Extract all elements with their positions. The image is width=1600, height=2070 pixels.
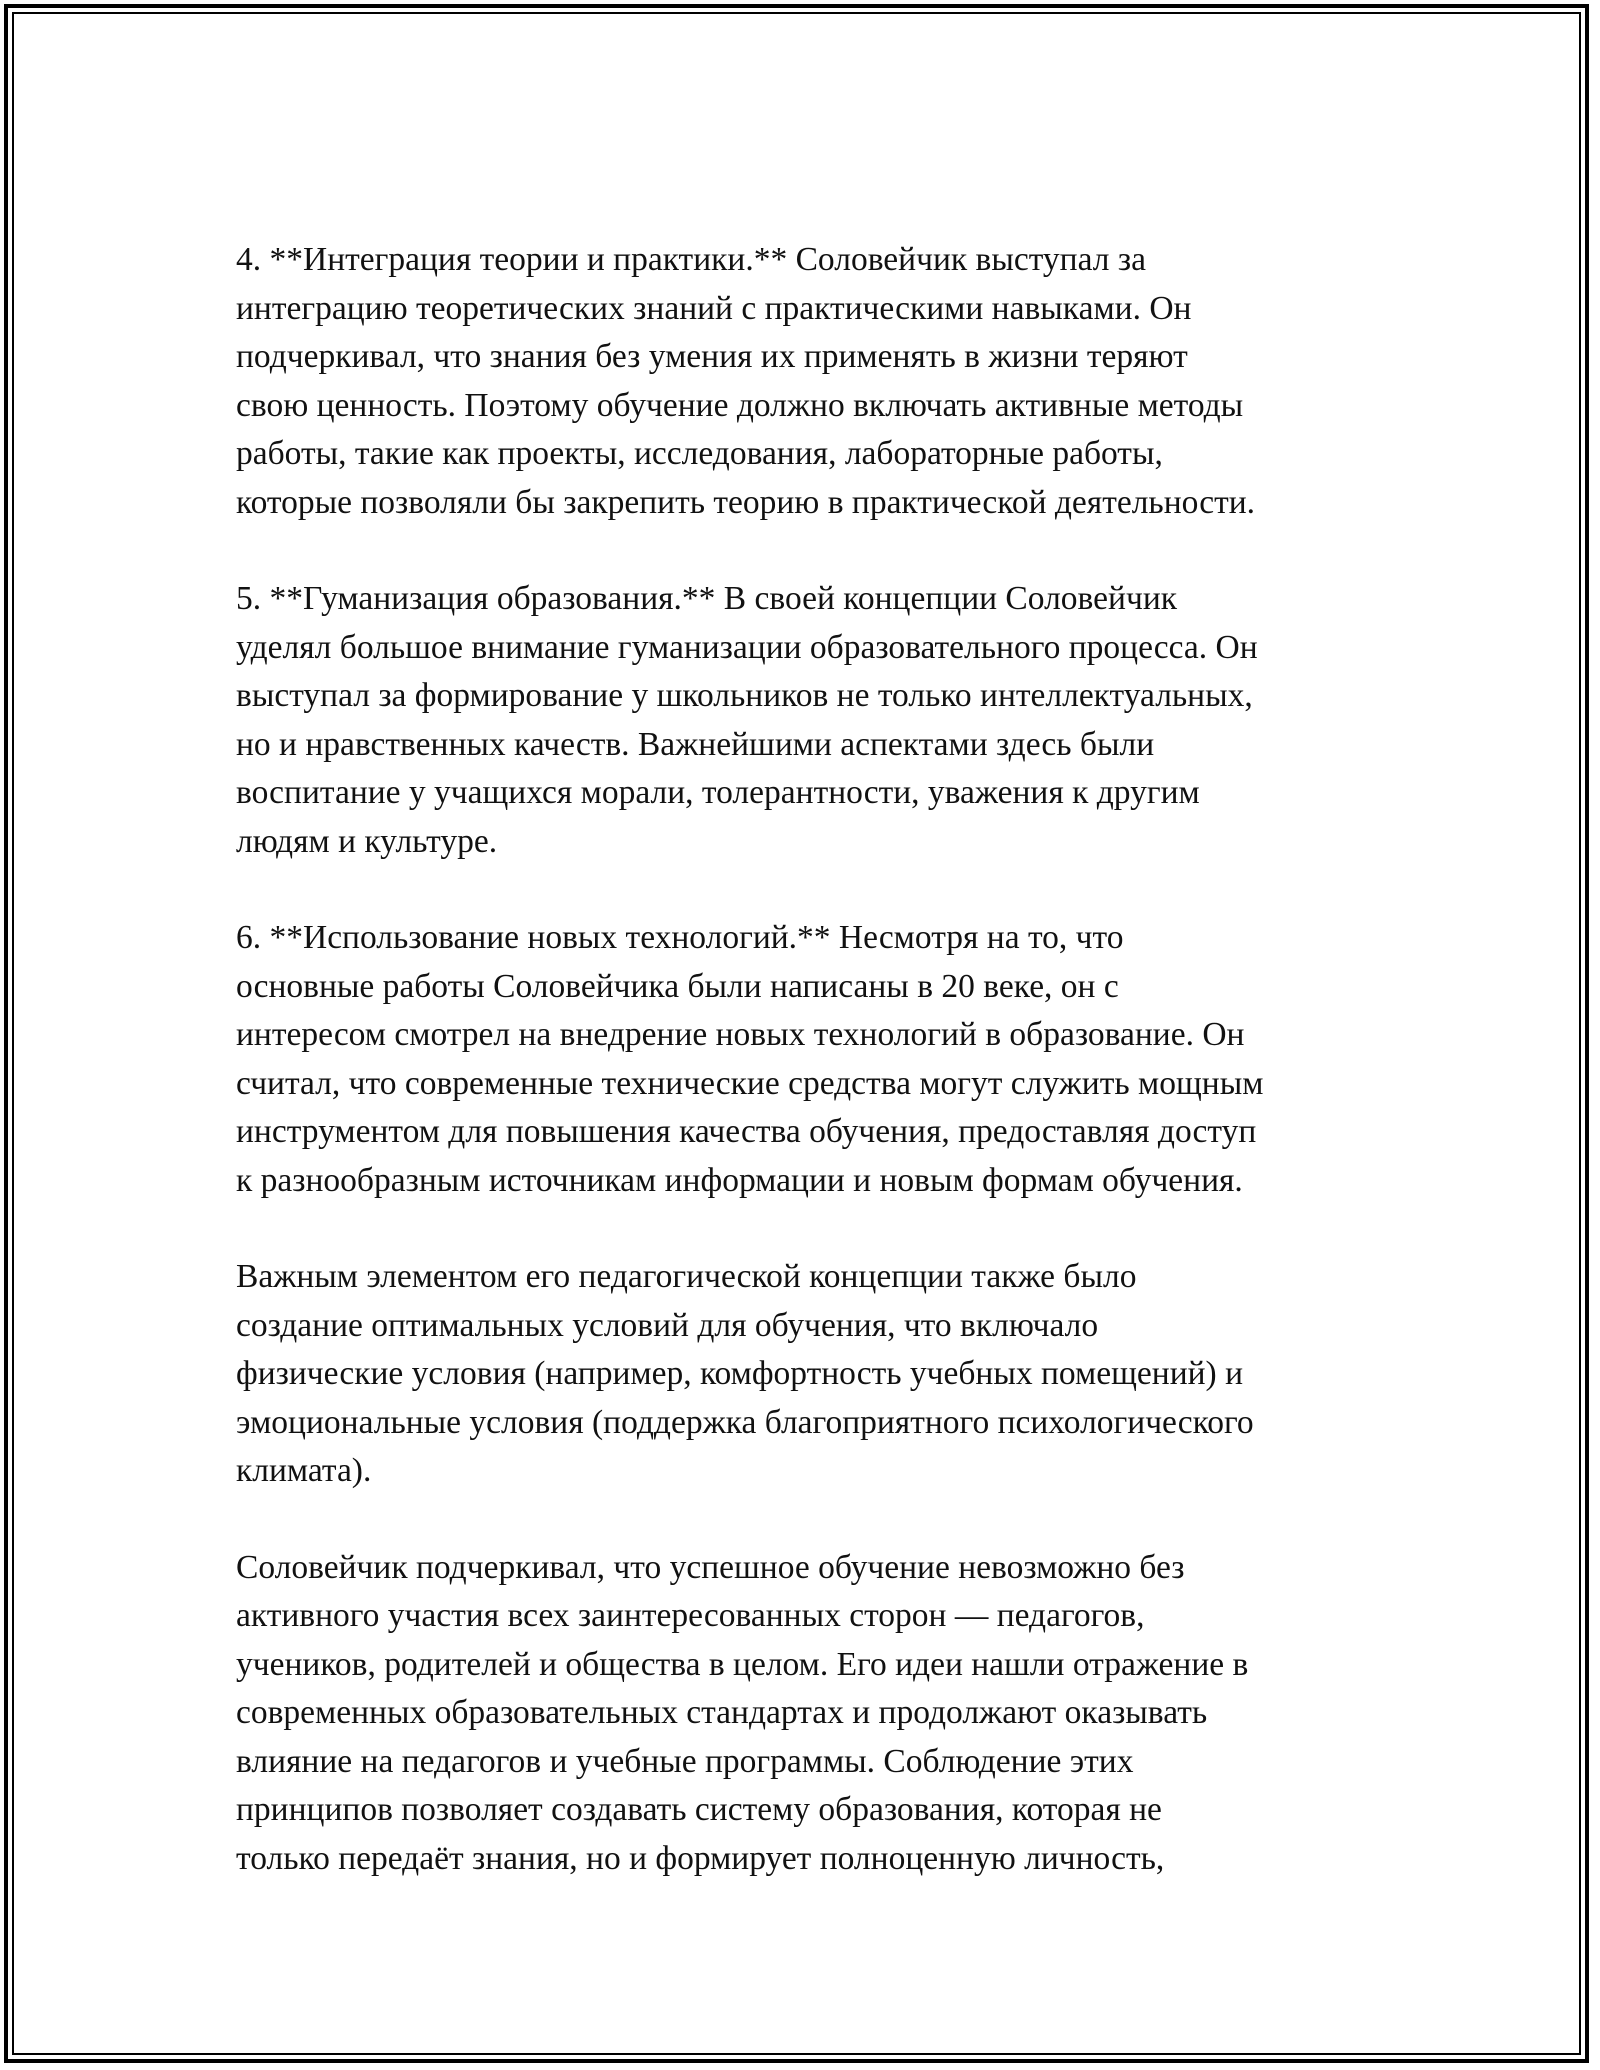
text-line: эмоциональные условия (поддержка благоприятного психологического [236, 1403, 1254, 1441]
text-line: выступал за формирование у школьников не только интеллектуальных, [236, 677, 1253, 714]
text-line: учеников, родителей и общества в целом. Его идеи нашли отражение в [236, 1645, 1249, 1683]
text-line: влияние на педагогов и учебные программы. Соблюдение этих [236, 1742, 1134, 1780]
text-line: основные работы Соловейчика были написаны в 20 веке, он с [236, 967, 1119, 1005]
text-line: к разнообразным источникам информации и новым формам обучения. [236, 1161, 1243, 1199]
text-line: 6. **Использование новых технологий.** Несмотря на то, что [236, 919, 1124, 956]
text-line: уделял большое внимание гуманизации образовательного процесса. Он [236, 628, 1258, 666]
text-line: 4. **Интеграция теории и практики.** Соловейчик выступал за [236, 241, 1146, 278]
paragraph-conclusion [236, 1544, 1376, 1884]
text-line: только передаёт знания, но и формирует полноценную личность, [236, 1839, 1165, 1877]
text-line: активного участия всех заинтересованных сторон — педагогов, [236, 1597, 1145, 1634]
text-line: физические условия (например, комфортность учебных помещений) и [236, 1355, 1244, 1392]
text-line: людям и культуре. [236, 822, 498, 860]
document-body [236, 236, 1376, 1931]
text-line: Соловейчик подчеркивал, что успешное обучение невозможно без [236, 1548, 1185, 1586]
text-line: принципов позволяет создавать систему образования, которая не [236, 1791, 1162, 1828]
text-line: современных образовательных стандартах и продолжают оказывать [236, 1694, 1208, 1731]
text-line: Важным элементом его педагогической концепции также было [236, 1258, 1137, 1295]
text-line: инструментом для повышения качества обучения, предоставляя доступ [236, 1113, 1257, 1150]
text-line: которые позволяли бы закрепить теорию в практической деятельности. [236, 483, 1256, 521]
text-line: считал, что современные технические средства могут служить мощным [236, 1064, 1264, 1102]
text-line: интеграцию теоретических знаний с практическими навыками. Он [236, 289, 1192, 327]
paragraph-optimal-conditions [236, 1253, 1376, 1496]
text-line: подчеркивал, что знания без умения их применять в жизни теряют [236, 338, 1188, 375]
text-line: свою ценность. Поэтому обучение должно включать активные методы [236, 386, 1244, 424]
paragraph-new-technologies [236, 914, 1376, 1205]
paragraph-humanization [236, 575, 1376, 866]
text-line: создание оптимальных условий для обучения, что включало [236, 1306, 1099, 1344]
text-line: работы, такие как проекты, исследования, лабораторные работы, [236, 435, 1163, 472]
paragraph-integration-theory-practice [236, 236, 1376, 527]
text-line: интересом смотрел на внедрение новых технологий в образование. Он [236, 1016, 1245, 1053]
text-line: 5. **Гуманизация образования.** В своей концепции Соловейчик [236, 580, 1178, 617]
text-line: воспитание у учащихся морали, толерантности, уважения к другим [236, 774, 1200, 811]
text-line: но и нравственных качеств. Важнейшими аспектами здесь были [236, 725, 1155, 763]
text-line: климата). [236, 1452, 372, 1489]
